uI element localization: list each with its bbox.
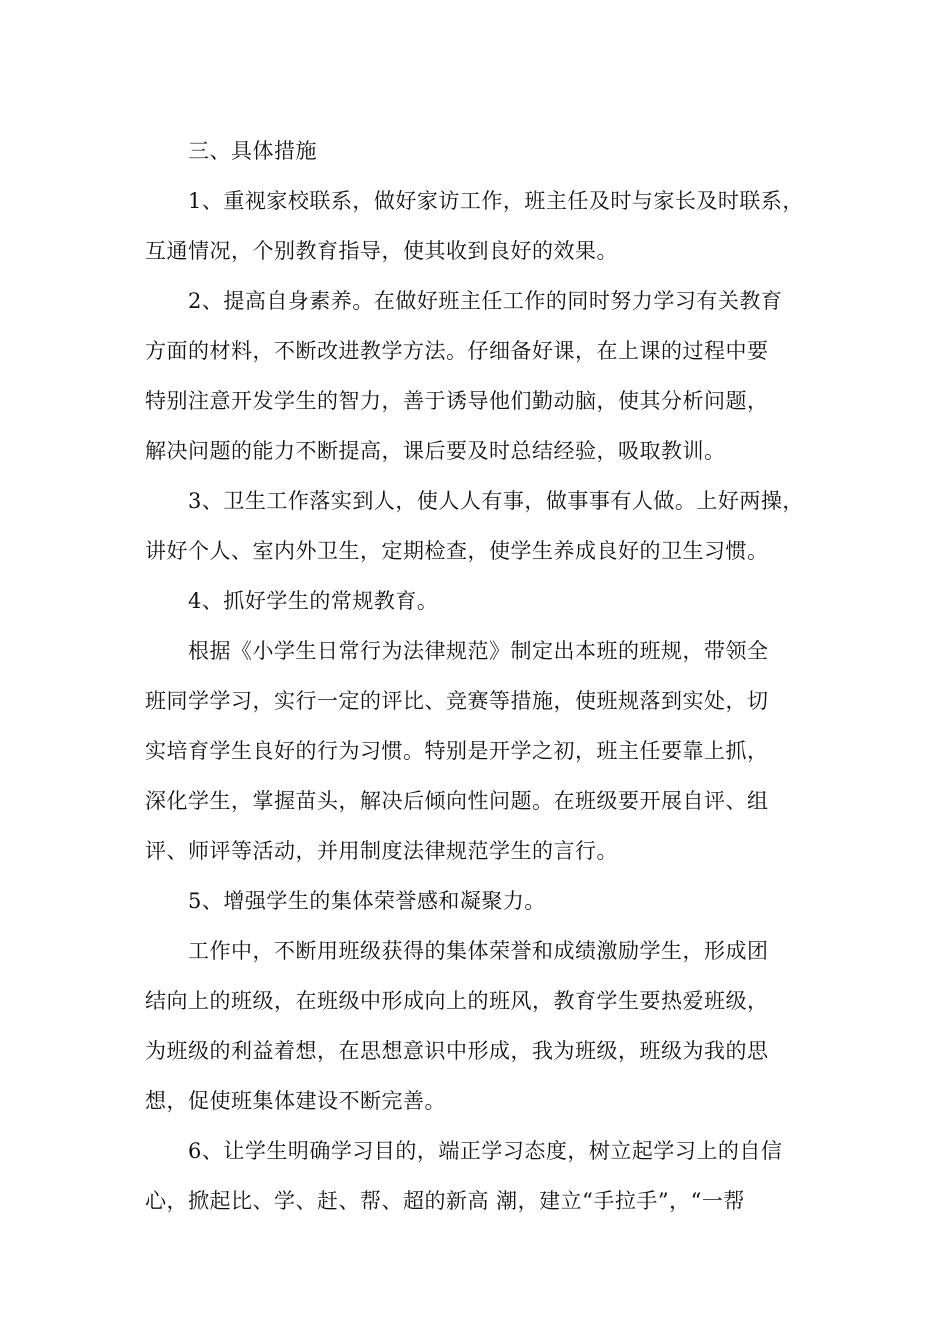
paragraph-line: 心，掀起比、学、赶、帮、超的新高 潮，建立“手拉手”，“一帮: [145, 1189, 745, 1213]
paragraph-line: 5、增强学生的集体荣誉感和凝聚力。: [188, 889, 546, 913]
paragraph-line: 讲好个人、室内外卫生，定期检查，使学生养成良好的卫生习惯。: [145, 539, 769, 563]
paragraph-line: 方面的材料，不断改进教学方法。仔细备好课，在上课的过程中要: [145, 339, 769, 363]
paragraph-line: 想，促使班集体建设不断完善。: [145, 1089, 446, 1113]
paragraph-line: 1、重视家校联系，做好家访工作，班主任及时与家长及时联系，: [188, 189, 804, 213]
paragraph-line: 4、抓好学生的常规教育。: [188, 589, 439, 613]
paragraph-line: 班同学学习，实行一定的评比、竞赛等措施，使班规落到实处，切: [145, 689, 769, 713]
paragraph-line: 2、提高自身素养。在做好班主任工作的同时努力学习有关教育: [188, 289, 783, 313]
paragraph-line: 3、卫生工作落实到人，使人人有事，做事事有人做。上好两操，: [188, 489, 804, 513]
paragraph-line: 6、让学生明确学习目的，端正学习态度，树立起学习上的自信: [188, 1139, 783, 1163]
paragraph-line: 结向上的班级，在班级中形成向上的班风，教育学生要热爱班级，: [145, 989, 769, 1013]
paragraph-line: 深化学生，掌握苗头，解决后倾向性问题。在班级要开展自评、组: [145, 789, 769, 813]
paragraph-line: 为班级的利益着想，在思想意识中形成，我为班级，班级为我的思: [145, 1039, 769, 1063]
paragraph-line: 解决问题的能力不断提高，课后要及时总结经验，吸取教训。: [145, 439, 726, 463]
paragraph-line: 根据《小学生日常行为法律规范》制定出本班的班规，带领全: [188, 639, 769, 663]
paragraph-line: 特别注意开发学生的智力，善于诱导他们勤动脑，使其分析问题，: [145, 389, 769, 413]
paragraph-line: 实培育学生良好的行为习惯。特别是开学之初，班主任要靠上抓，: [145, 739, 769, 763]
paragraph-line: 工作中，不断用班级获得的集体荣誉和成绩激励学生，形成团: [188, 939, 769, 963]
paragraph-line: 评、师评等活动，并用制度法律规范学生的言行。: [145, 839, 618, 863]
paragraph-line: 互通情况，个别教育指导，使其收到良好的效果。: [145, 239, 618, 263]
section-heading: 三、具体措施: [188, 139, 317, 163]
